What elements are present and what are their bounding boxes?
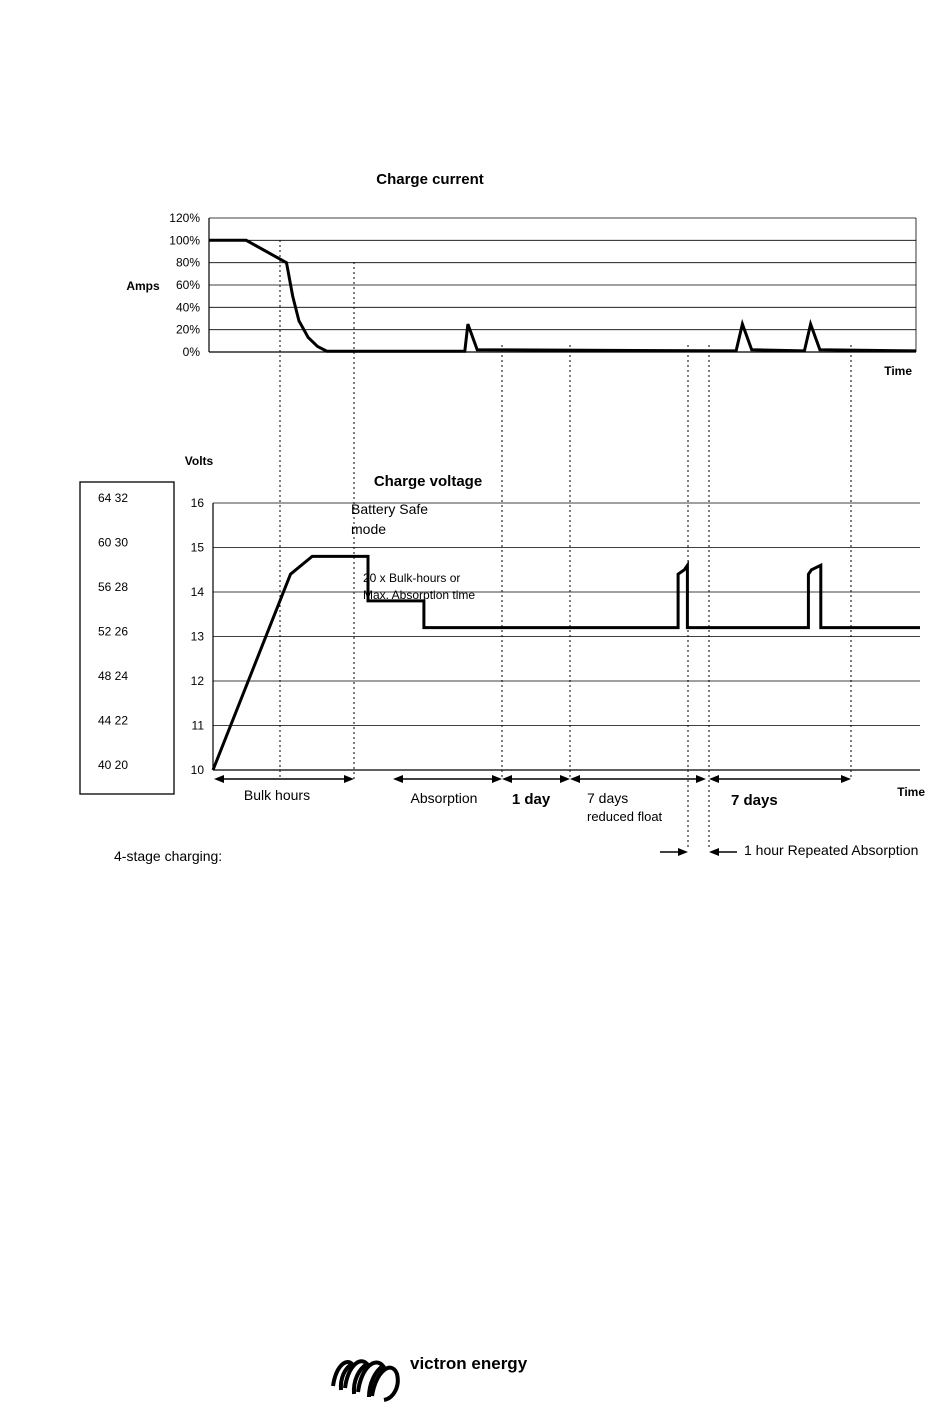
absorption-time-label-line2: Max. Absorption time xyxy=(363,588,476,602)
voltage-chart-y-tick-label: 11 xyxy=(191,718,204,733)
voltage-chart-y-tick-label: 14 xyxy=(190,585,204,599)
current-chart-y-tick-label: 40% xyxy=(175,300,200,315)
voltage-chart-title: Charge voltage xyxy=(373,473,483,490)
alt-scale-label: 56 28 xyxy=(98,580,129,594)
alt-scale-label: 44 22 xyxy=(98,713,129,728)
victron-logo-icon xyxy=(333,1361,398,1400)
current-chart-y-tick-label: 80% xyxy=(175,255,200,270)
voltage-chart-y-tick-label: 16 xyxy=(190,496,204,510)
current-chart-xlabel: Time xyxy=(884,364,912,378)
battery-safe-mode-label-line1: Battery Safe xyxy=(351,501,429,517)
voltage-chart-y-ticks xyxy=(191,496,205,777)
voltage-chart-xlabel: Time xyxy=(897,785,925,799)
current-chart-title: Charge current xyxy=(376,171,484,188)
alt-scale-label: 52 26 xyxy=(98,624,129,639)
current-chart-y-ticks xyxy=(169,211,200,359)
absorption-time-label-line1: 20 x Bulk-hours or xyxy=(363,571,461,585)
current-chart-y-tick-label: 120% xyxy=(169,211,200,225)
brand-name: victron energy xyxy=(410,1354,528,1373)
current-chart-y-tick-label: 20% xyxy=(175,322,200,337)
phase-separators xyxy=(280,240,851,848)
phase-label-storage-repeat: 7 days xyxy=(731,792,778,809)
current-chart-y-tick-label: 100% xyxy=(169,233,200,248)
voltage-chart-y-tick-label: 10 xyxy=(190,763,204,777)
current-chart-y-tick-label: 0% xyxy=(182,345,200,359)
current-series-line xyxy=(209,240,916,351)
voltage-chart-ylabel: Volts xyxy=(184,454,214,468)
alt-scale-label: 60 30 xyxy=(98,535,129,550)
phase-label-repeat-absorption: 1 hour Repeated Absorption xyxy=(744,842,919,858)
voltage-series-line xyxy=(213,556,920,770)
voltage-chart-y-tick-label: 15 xyxy=(190,540,204,555)
phase-label-storage-days: 7 days xyxy=(587,790,629,806)
phase-label-bulk: Bulk hours xyxy=(243,787,311,803)
voltage-chart-y-tick-label: 13 xyxy=(190,629,204,644)
alt-scale-ticks xyxy=(98,491,128,772)
alt-scale-label: 40 20 xyxy=(98,758,129,772)
battery-safe-mode-label-line2: mode xyxy=(351,521,387,537)
phase-label-storage-mode: reduced float xyxy=(587,809,663,824)
alt-scale-label: 48 24 xyxy=(98,669,129,683)
current-chart-ylabel: Amps xyxy=(126,279,160,293)
alt-scale-label: 64 32 xyxy=(98,491,129,505)
phase-label-absorption: Absorption xyxy=(410,790,478,806)
victron-logo xyxy=(333,1354,528,1400)
figure-caption: 4-stage charging: xyxy=(114,848,223,864)
voltage-chart-grid xyxy=(213,503,920,770)
current-chart-y-tick-label: 60% xyxy=(175,278,200,292)
voltage-chart-y-tick-label: 12 xyxy=(190,674,204,688)
phase-label-float: 1 day xyxy=(511,791,551,808)
